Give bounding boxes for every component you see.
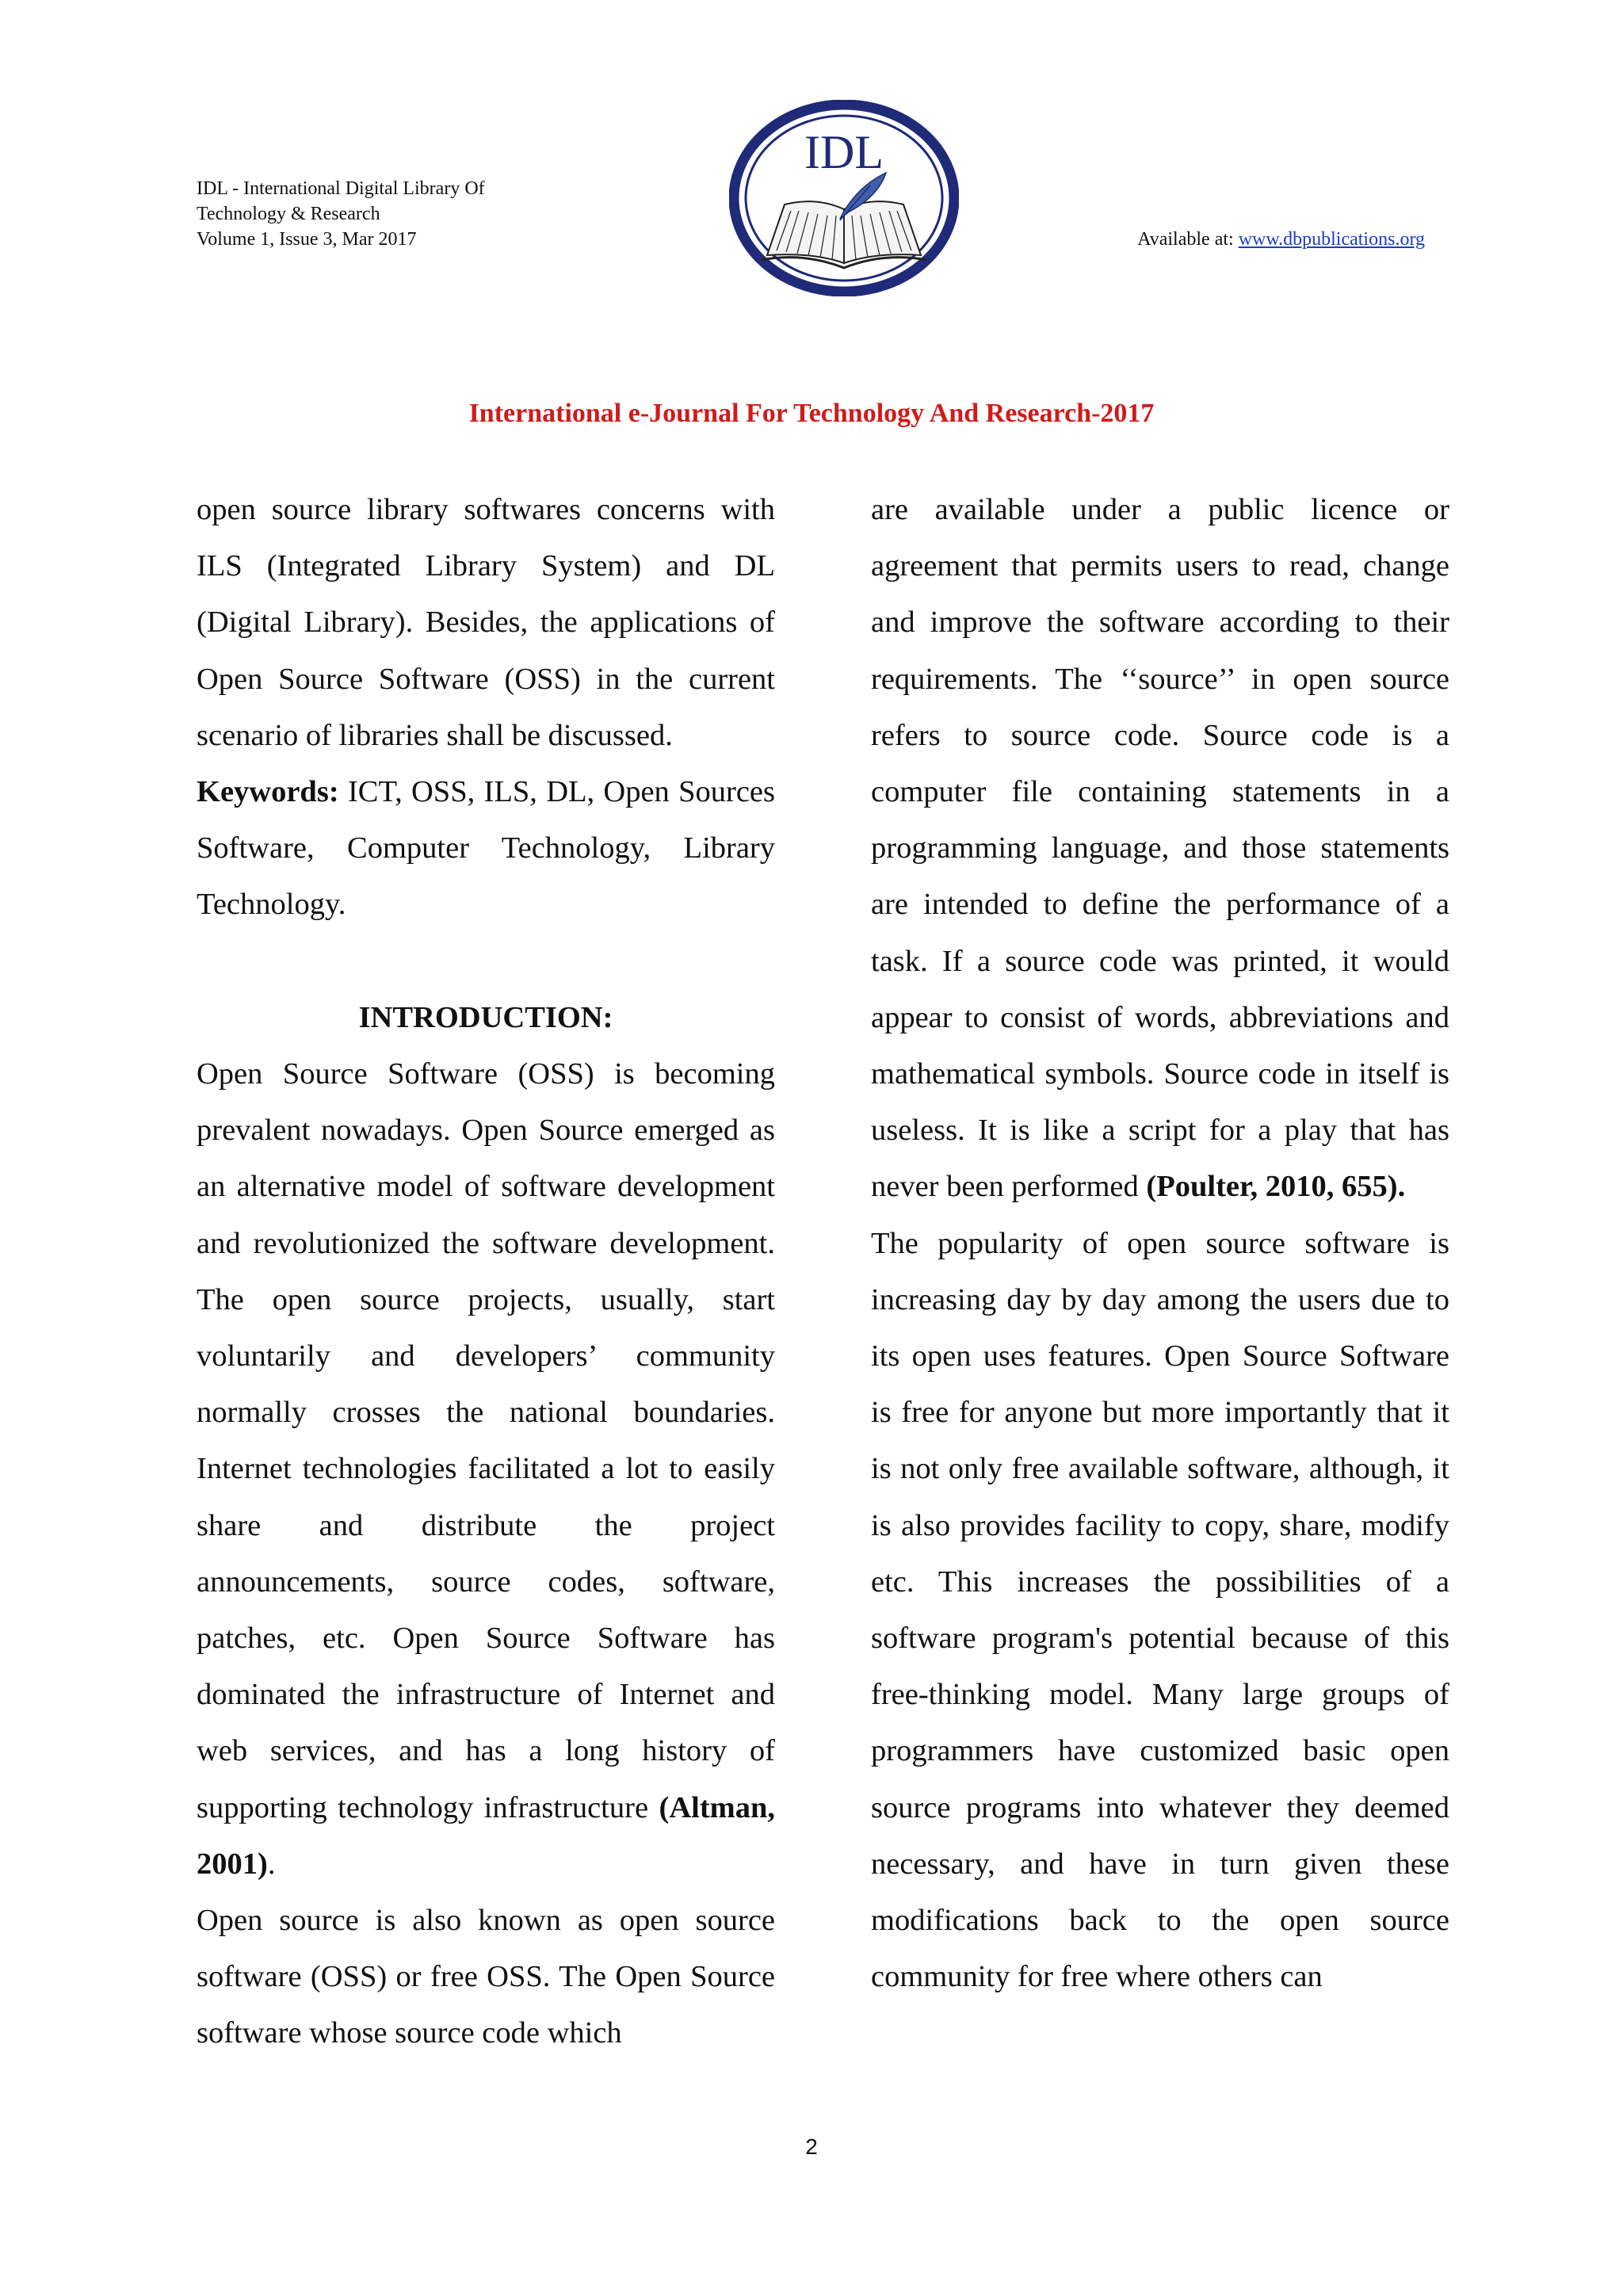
page-number: 2 xyxy=(805,2134,818,2159)
source-code-paragraph xyxy=(871,482,1449,1216)
journal-title: International e-Journal For Technology And Research-2017 xyxy=(468,399,1155,428)
keywords-label: Keywords: xyxy=(197,775,339,809)
intro-paragraph-2: Open source is also known as open source software (OSS) or free OSS. The Open Source software whose source code which xyxy=(197,1904,775,2050)
spacer xyxy=(197,934,775,990)
keywords-paragraph xyxy=(197,764,775,934)
header-line-2: Technology & Research xyxy=(197,204,380,224)
header-line-1: IDL - International Digital Library Of xyxy=(197,178,485,199)
header-line-3: Volume 1, Issue 3, Mar 2017 xyxy=(197,229,417,250)
logo-text: IDL xyxy=(804,126,884,178)
keywords-text: ICT, OSS, ILS, DL, Open Sources Software, Computer Technology, Library Technology. xyxy=(197,775,775,922)
intro-paragraph-1-text: Open Source Software (OSS) is becoming prevalent nowadays. Open Source emerged as an alternative model of software development and revolutionized the software development. The open source projects, usually, start voluntarily and developers’ community normally crosses the national boundaries. Internet technologies facilitated a lot to easily share and distribute the project announcements, source codes, software, patches, etc. Open Source Software has dominated the infrastructure of Internet and web services, and has a long history of supporting technology infrastructure xyxy=(197,1057,775,1824)
introduction-heading: INTRODUCTION: xyxy=(358,1000,613,1034)
abstract-paragraph: open source library softwares concerns with ILS (Integrated Library System) and DL (Digital Library). Besides, the applications of Open Source Software (OSS) in the current scenario of libraries shall be discussed. xyxy=(197,493,775,752)
source-code-paragraph-text: are available under a public licence or agreement that permits users to read, change and improve the software according to their requirements. The ‘‘source’’ in open source refers to source code. Source code is a computer file containing statements in a programming language, and those statements are intended to define the performance of a task. If a source code was printed, it would appear to consist of words, abbreviations and mathematical symbols. Source code in itself is useless. It is like a script for a play that has never been performed xyxy=(871,493,1449,1204)
intro-paragraph-1-end: . xyxy=(267,1847,276,1881)
header-publication-info xyxy=(197,176,609,252)
popularity-paragraph: The popularity of open source software is increasing day by day among the users due to its open uses features. Open Source Software is free for anyone but more importantly that it is not only free available software, although, it is also provides facility to copy, share, modify etc. This increases the possibilities of a software program's potential because of this free-thinking model. Many large groups of programmers have customized basic open source programs into whatever they deemed necessary, and have in turn given these modifications back to the open source community for free where others can xyxy=(871,1226,1449,1994)
available-label: Available at: xyxy=(1137,229,1239,250)
idl-logo xyxy=(729,100,959,296)
right-column xyxy=(871,482,1449,2005)
publisher-link[interactable]: www.dbpublications.org xyxy=(1238,229,1425,250)
left-column xyxy=(197,482,775,2062)
citation-altman: (Altman, 2001) xyxy=(197,1790,775,1881)
intro-paragraph-1 xyxy=(197,1046,775,1893)
header-availability xyxy=(1092,227,1425,252)
citation-poulter: (Poulter, 2010, 655). xyxy=(1146,1170,1406,1204)
